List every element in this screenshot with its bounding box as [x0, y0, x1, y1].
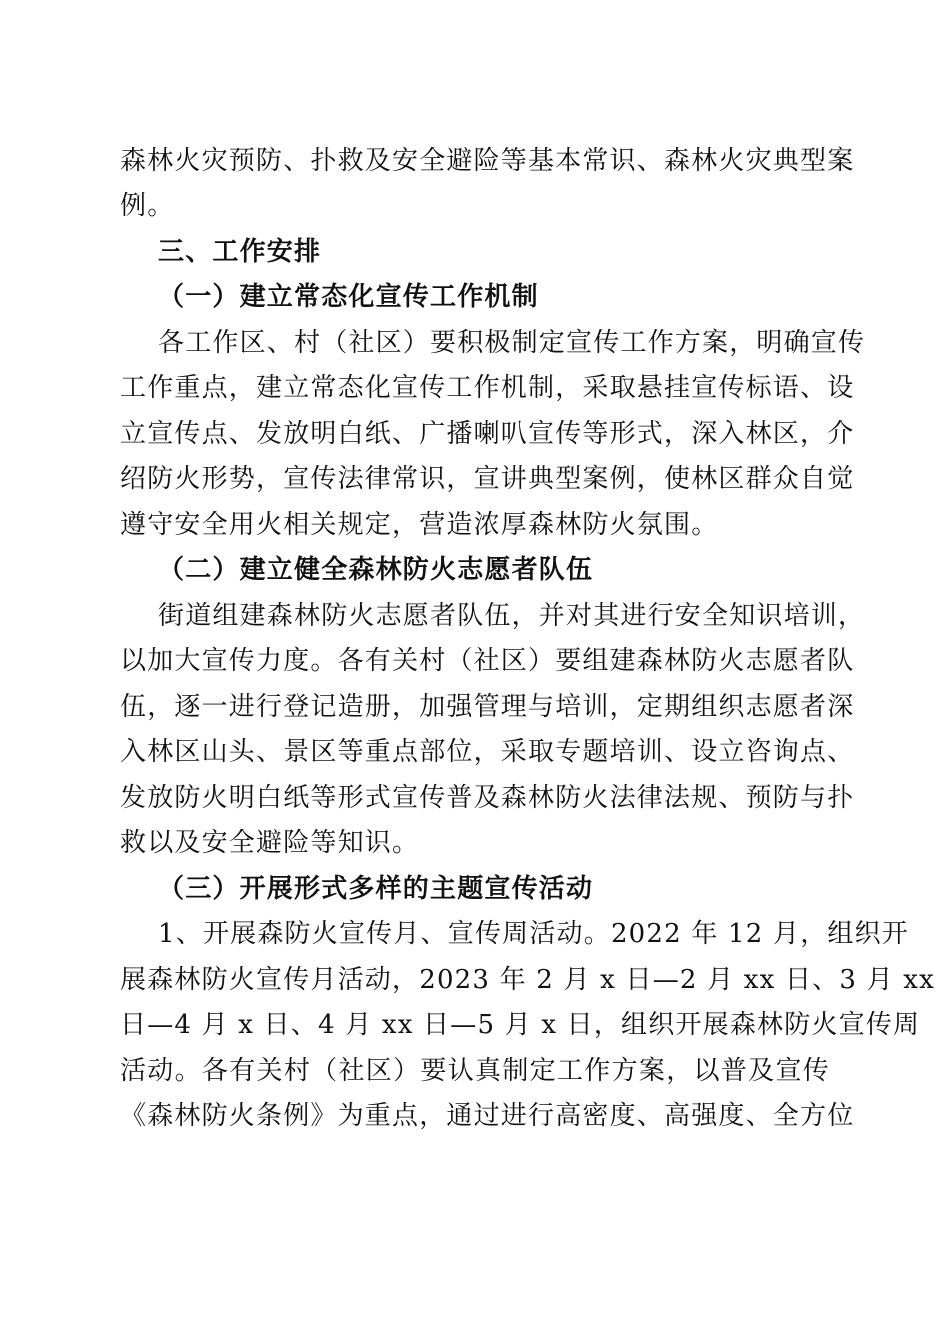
paragraph-line: 1、开展森防火宣传月、宣传周活动。2022 年 12 月，组织开 — [158, 919, 909, 949]
paragraph-line: 救以及安全避险等知识。 — [120, 828, 420, 858]
paragraph-line: 街道组建森林防火志愿者队伍，并对其进行安全知识培训， — [158, 601, 866, 631]
section-heading: 三、工作安排 — [158, 237, 322, 267]
paragraph-line: 《森林防火条例》为重点，通过进行高密度、高强度、全方位 — [120, 1101, 855, 1131]
paragraph-line: 绍防火形势，宣传法律常识，宣讲典型案例，使林区群众自觉 — [120, 464, 855, 494]
paragraph-line: 展森林防火宣传月活动，2023 年 2 月 x 日—2 月 xx 日、3 月 xx — [120, 965, 935, 995]
paragraph-line: 入林区山头、景区等重点部位，采取专题培训、设立咨询点、 — [120, 737, 855, 767]
paragraph-line: 各工作区、村（社区）要积极制定宣传工作方案，明确宣传 — [158, 328, 866, 358]
paragraph-line: 例。 — [120, 191, 175, 221]
paragraph-line: 工作重点，建立常态化宣传工作机制，采取悬挂宣传标语、设 — [120, 373, 855, 403]
paragraph-line: 立宣传点、发放明白纸、广播喇叭宣传等形式，深入林区，介 — [120, 419, 855, 449]
subsection-heading: （三）开展形式多样的主题宣传活动 — [158, 874, 594, 904]
paragraph-line: 森林火灾预防、扑救及安全避险等基本常识、森林火灾典型案 — [120, 146, 855, 176]
subsection-heading: （一）建立常态化宣传工作机制 — [158, 282, 539, 312]
paragraph-line: 遵守安全用火相关规定，营造浓厚森林防火氛围。 — [120, 510, 719, 540]
paragraph-line: 日—4 月 x 日、4 月 xx 日—5 月 x 日，组织开展森林防火宣传周 — [120, 1010, 921, 1040]
subsection-heading: （二）建立健全森林防火志愿者队伍 — [158, 555, 594, 585]
paragraph-line: 以加大宣传力度。各有关村（社区）要组建森林防火志愿者队 — [120, 646, 855, 676]
paragraph-line: 伍，逐一进行登记造册，加强管理与培训，定期组织志愿者深 — [120, 692, 855, 722]
paragraph-line: 活动。各有关村（社区）要认真制定工作方案，以普及宣传 — [120, 1056, 830, 1086]
paragraph-line: 发放防火明白纸等形式宣传普及森林防火法律法规、预防与扑 — [120, 783, 855, 813]
